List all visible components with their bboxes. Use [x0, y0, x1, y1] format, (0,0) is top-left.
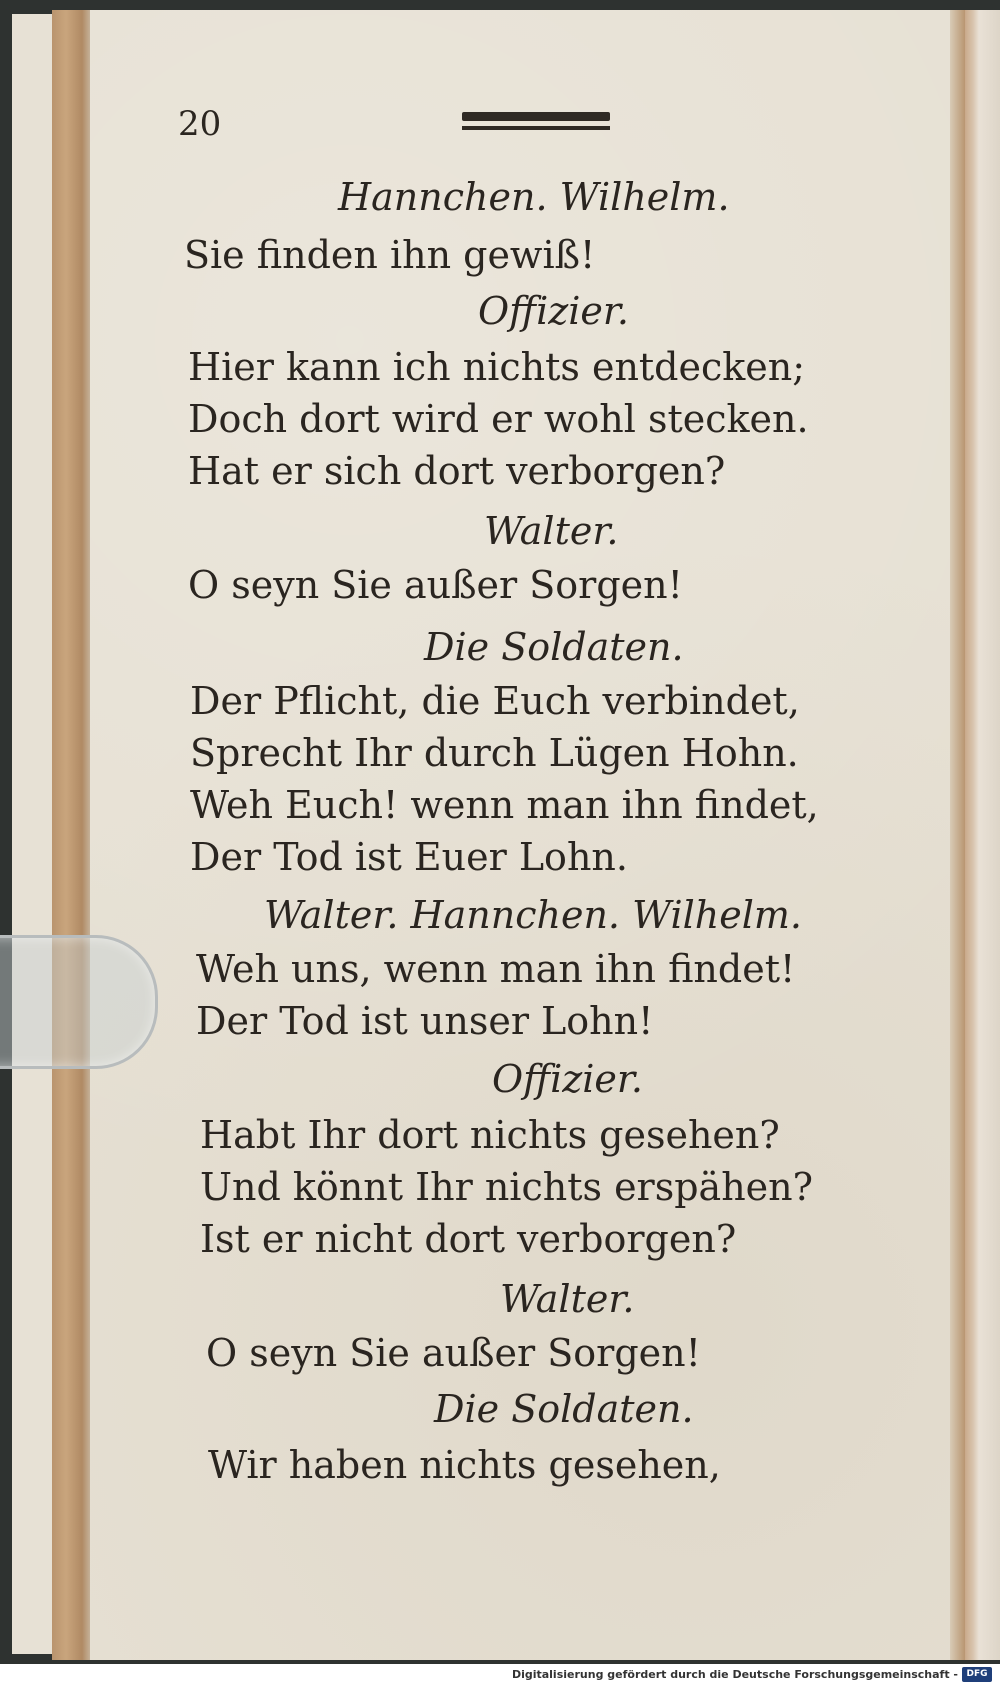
funding-credit: Digitalisierung gefördert durch die Deutsche Forschungsgemeinschaft -: [511, 1668, 958, 1681]
page-edge: [950, 10, 966, 1660]
verse-line: Der Pflicht, die Euch verbindet,: [190, 679, 800, 723]
verse-line: Hat er sich dort verborgen?: [188, 449, 726, 493]
page-number: 20: [178, 104, 222, 144]
verse-line: Doch dort wird er wohl stecken.: [188, 397, 809, 441]
verse-line: O seyn Sie außer Sorgen!: [206, 1331, 701, 1375]
speaker-heading: Die Soldaten.: [434, 1387, 694, 1431]
speaker-heading: Walter. Hannchen. Wilhelm.: [264, 893, 803, 937]
verse-line: O seyn Sie außer Sorgen!: [188, 563, 683, 607]
footer-bar: [0, 1664, 1000, 1686]
next-page-edge: [965, 10, 1000, 1660]
verse-line: Wir haben nichts gesehen,: [208, 1443, 721, 1487]
verse-line: Der Tod ist unser Lohn!: [196, 999, 654, 1043]
verse-line: Ist er nicht dort verborgen?: [200, 1217, 737, 1261]
verse-line: Sie finden ihn gewiß!: [184, 233, 596, 277]
speaker-heading: Hannchen. Wilhelm.: [338, 175, 730, 219]
speaker-heading: Walter.: [500, 1277, 635, 1321]
page-clip: [0, 935, 158, 1069]
speaker-heading: Die Soldaten.: [424, 625, 684, 669]
verse-line: Hier kann ich nichts entdecken;: [188, 345, 806, 389]
verse-line: Sprecht Ihr durch Lügen Hohn.: [190, 731, 799, 775]
speaker-heading: Offizier.: [492, 1057, 643, 1101]
verse-line: Habt Ihr dort nichts gesehen?: [200, 1113, 780, 1157]
speaker-heading: Offizier.: [478, 289, 629, 333]
book-spine: [52, 10, 94, 1660]
verse-line: Der Tod ist Euer Lohn.: [190, 835, 628, 879]
verse-line: Weh uns, wenn man ihn findet!: [196, 947, 796, 991]
verse-line: Und könnt Ihr nichts erspähen?: [200, 1165, 814, 1209]
dfg-logo: DFG: [962, 1667, 992, 1682]
verse-line: Weh Euch! wenn man ihn findet,: [190, 783, 819, 827]
header-rule: [462, 112, 610, 136]
speaker-heading: Walter.: [484, 509, 619, 553]
